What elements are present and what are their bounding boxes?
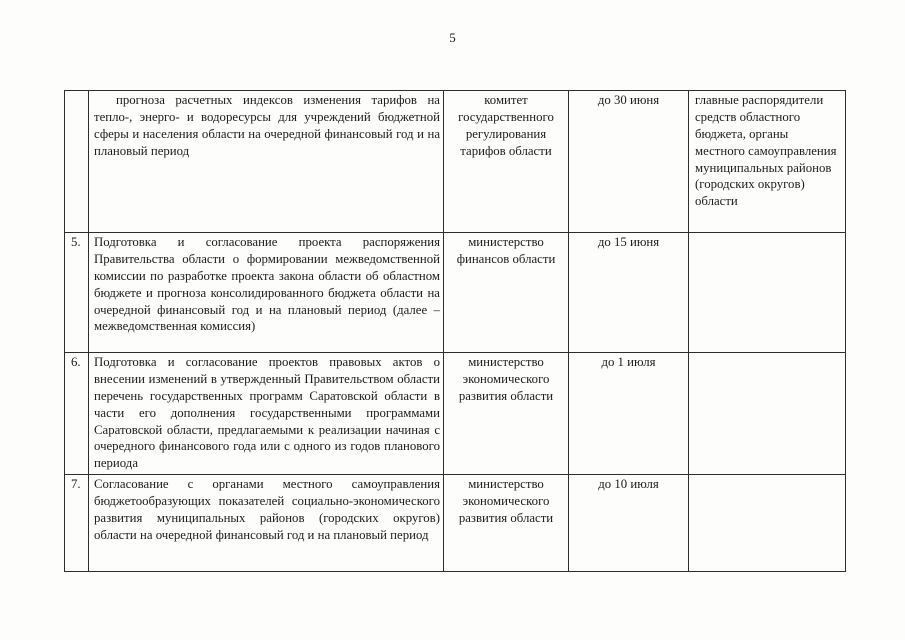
recipients-cell: главные распорядители средств областного бюджета, органы местного самоуправления муниципальных районов (городских округов) области xyxy=(689,91,846,233)
table-row xyxy=(65,475,846,572)
recipients-cell xyxy=(689,353,846,475)
description-cell: прогноза расчетных индексов изменения тарифов на тепло-, энерго- и водоресурсы для учреждений бюджетной сферы и населения области на очередной финансовый год и на плановый период xyxy=(89,91,444,233)
description-cell: Согласование с органами местного самоуправления бюджетообразующих показателей социально-экономического развития муниципальных районов (городских округов) области на очередной финансовый год и на плановый период xyxy=(89,475,444,572)
description-cell: Подготовка и согласование проектов правовых актов о внесении изменений в утвержденный Правительством области перечень государственных программ Саратовской области в части его дополнения государственными программами Саратовской области, предлагаемыми к реализации начиная с очередного финансового года или с одного из годов планового периода xyxy=(89,353,444,475)
row-number-cell xyxy=(65,91,89,233)
planning-table xyxy=(64,90,846,572)
responsible-cell: министерство экономического развития области xyxy=(444,353,569,475)
table-row xyxy=(65,353,846,475)
responsible-cell: министерство финансов области xyxy=(444,233,569,353)
row-number-cell: 5. xyxy=(65,233,89,353)
table-row xyxy=(65,233,846,353)
deadline-cell: до 15 июня xyxy=(569,233,689,353)
page-number: 5 xyxy=(449,30,456,45)
deadline-cell: до 10 июля xyxy=(569,475,689,572)
responsible-cell: министерство экономического развития области xyxy=(444,475,569,572)
recipients-cell xyxy=(689,233,846,353)
row-number-cell: 7. xyxy=(65,475,89,572)
recipients-cell xyxy=(689,475,846,572)
deadline-cell: до 30 июня xyxy=(569,91,689,233)
table-row xyxy=(65,91,846,233)
responsible-cell: комитет государственного регулирования тарифов области xyxy=(444,91,569,233)
row-number-cell: 6. xyxy=(65,353,89,475)
deadline-cell: до 1 июля xyxy=(569,353,689,475)
description-cell: Подготовка и согласование проекта распоряжения Правительства области о формировании межведомственной комиссии по разработке проекта закона области об областном бюджете и прогноза консолидированного бюджета области на очередной финансовый год и на плановый период (далее – межведомственная комиссия) xyxy=(89,233,444,353)
